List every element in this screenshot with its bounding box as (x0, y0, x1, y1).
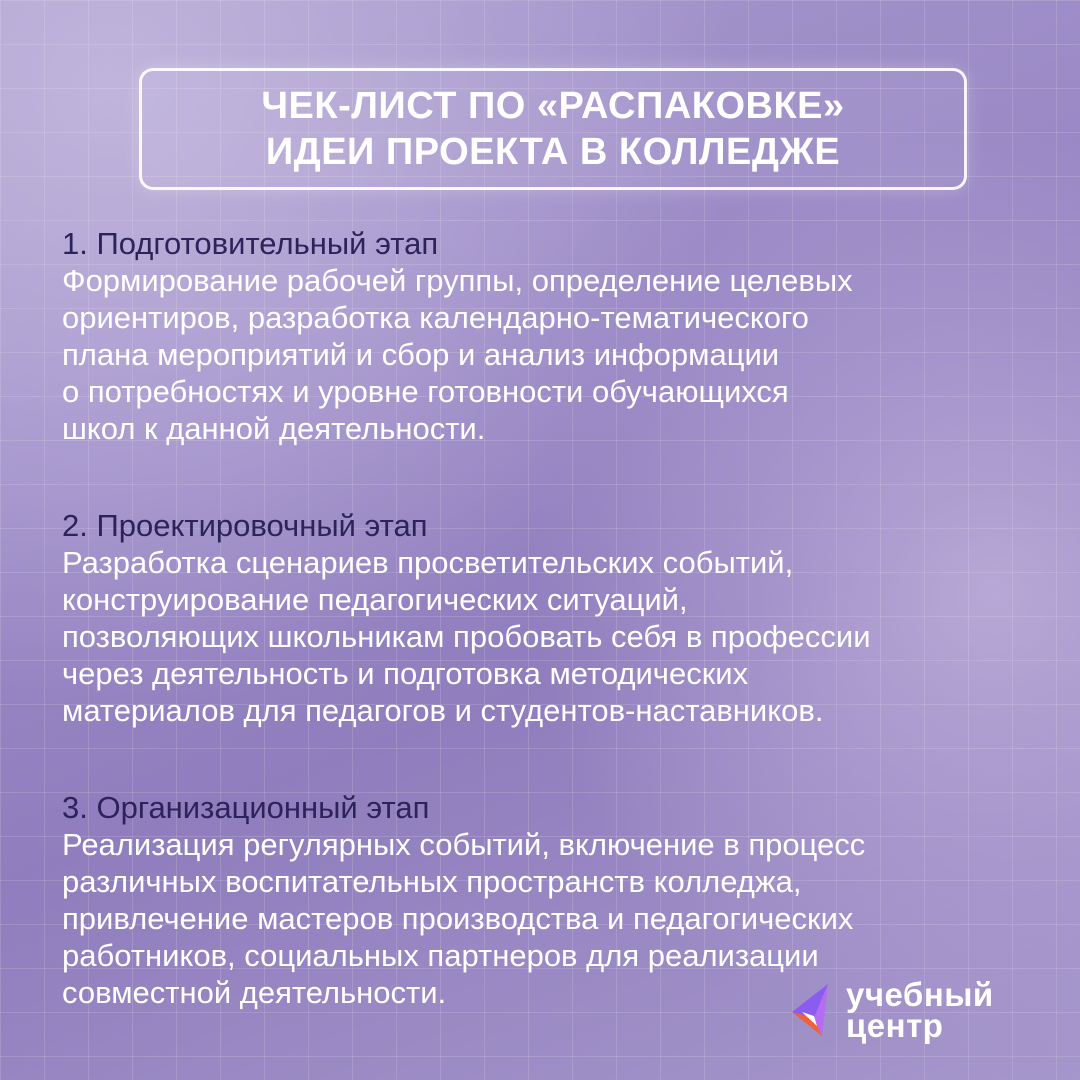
stage-heading: 2. Проектировочный этап (62, 508, 428, 543)
stage-text-line: позволяющих школьникам пробовать себя в профессии (62, 619, 871, 654)
stage-text-line: о потребностях и уровне готовности обучающихся (62, 374, 789, 409)
stage-text-line: материалов для педагогов и студентов-наставников. (62, 693, 824, 728)
logo-wordmark (846, 976, 994, 1044)
title-line-1: ЧЕК-ЛИСТ ПО «РАСПАКОВКЕ» (261, 85, 845, 127)
logo-text-line-1: учебный (846, 976, 994, 1013)
stage-text-line: различных воспитательных пространств колледжа, (62, 864, 802, 899)
title-line-2: ИДЕИ ПРОЕКТА В КОЛЛЕДЖЕ (265, 131, 841, 173)
stage-text-line: Формирование рабочей группы, определение целевых (62, 263, 853, 298)
stage-text-line: плана мероприятий и сбор и анализ информации (62, 337, 780, 372)
stage-text-line: привлечение мастеров производства и педагогических (62, 901, 854, 936)
triangle-logo-icon (788, 982, 836, 1038)
stage-text-line: работников, социальных партнеров для реализации (62, 938, 819, 973)
brand-logo (788, 975, 1048, 1045)
stage-text-line: через деятельность и подготовка методических (62, 656, 749, 691)
stage-heading: 3. Организационный этап (62, 790, 430, 825)
stage-text-line: ориентиров, разработка календарно-тематического (62, 300, 809, 335)
title-box (139, 68, 967, 190)
stage-text-line: Реализация регулярных событий, включение в процесс (62, 827, 866, 862)
stage-design (62, 507, 1022, 729)
logo-text-line-2: центр (846, 1007, 944, 1044)
stage-text-line: школ к данной деятельности. (62, 411, 486, 446)
stage-heading: 1. Подготовительный этап (62, 226, 439, 261)
stage-preparatory (62, 225, 1022, 447)
stage-text-line: конструирование педагогических ситуаций, (62, 582, 688, 617)
stage-text-line: Разработка сценариев просветительских событий, (62, 545, 794, 580)
checklist (62, 225, 1022, 1011)
stage-text-line: совместной деятельности. (62, 975, 447, 1010)
